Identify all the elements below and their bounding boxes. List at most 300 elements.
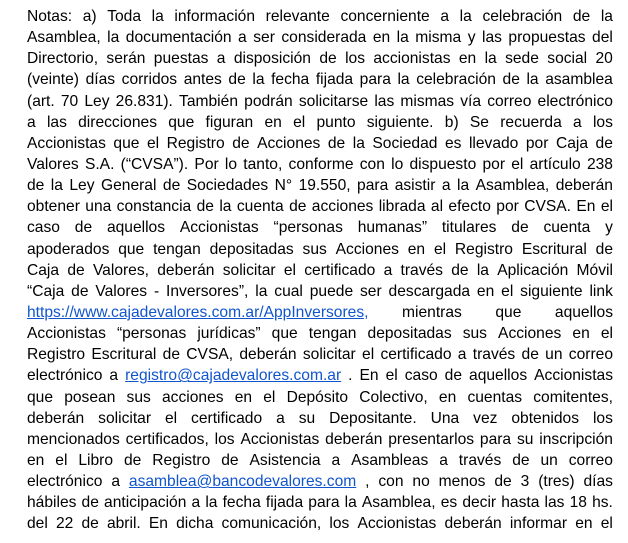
word: sus	[462, 325, 487, 343]
word: de	[521, 346, 539, 364]
word: certificado	[380, 346, 452, 364]
word: En	[148, 515, 168, 533]
word: de	[81, 515, 99, 533]
word: de	[123, 451, 142, 469]
text-line	[27, 91, 613, 112]
word: 70	[60, 92, 79, 110]
word: presentarlos	[388, 430, 475, 448]
word: que	[27, 388, 54, 406]
word: y	[605, 219, 613, 237]
word: los	[592, 409, 613, 427]
word: comitentes,	[533, 388, 613, 406]
word: antes	[183, 71, 222, 89]
word: “personas	[273, 219, 343, 237]
word: de	[71, 282, 89, 300]
word: de	[512, 451, 530, 469]
word: caso	[404, 367, 438, 385]
word: Accionistas	[179, 219, 259, 237]
text-line	[27, 154, 613, 175]
word: electrónico	[27, 367, 103, 385]
word: que	[113, 134, 140, 152]
text-line	[27, 6, 613, 27]
word: la	[600, 8, 613, 25]
word: cuentas	[467, 388, 523, 406]
word: depositadas	[367, 325, 452, 343]
word: inscripción	[539, 430, 613, 448]
word: Accionistas	[27, 325, 106, 343]
word: el	[433, 240, 447, 258]
word: a)	[82, 8, 97, 25]
word: 20	[595, 50, 613, 68]
word: el	[146, 134, 160, 152]
word: solicitar	[222, 261, 276, 279]
word: cual	[274, 282, 303, 300]
text-line	[27, 27, 613, 48]
word: por	[482, 155, 506, 173]
word: su	[298, 409, 316, 427]
word: celebración	[416, 71, 496, 89]
word: concerniente	[340, 8, 430, 25]
word: misma	[415, 29, 462, 47]
word: “Caja	[27, 282, 65, 300]
word: correo	[568, 346, 613, 364]
word: el	[600, 325, 613, 343]
word: 26.831).	[115, 92, 173, 110]
word: ser	[253, 29, 275, 47]
word: la	[484, 50, 497, 68]
word: vía	[460, 92, 482, 110]
word: el	[55, 451, 68, 469]
text-line	[27, 513, 613, 534]
word: Registro	[454, 240, 513, 258]
word: a	[573, 113, 582, 131]
word: sus	[126, 388, 151, 406]
word: Libro	[78, 451, 114, 469]
text-line	[27, 302, 613, 323]
word: la	[396, 29, 409, 47]
word: a	[439, 451, 448, 469]
word: Sociedades	[186, 177, 269, 195]
word: las	[374, 92, 395, 110]
word: la	[344, 494, 357, 512]
word: CVSA,	[186, 346, 234, 364]
word: anticipación	[104, 494, 187, 512]
email-link[interactable]: asamblea@bancodevalores.com	[128, 473, 357, 491]
word: la	[255, 282, 268, 300]
word: asamblea	[545, 71, 613, 89]
word: del	[592, 29, 613, 47]
word: de	[595, 240, 613, 258]
word: (“CVSA”).	[120, 155, 189, 173]
word: a	[440, 8, 450, 25]
word: N°	[274, 177, 293, 195]
word: Asamblea,	[361, 494, 436, 512]
word: en	[27, 451, 45, 469]
word: siguiente.	[366, 113, 434, 131]
word: a	[27, 113, 36, 131]
word: 22	[55, 515, 74, 533]
word: jurídicas”	[197, 325, 261, 343]
word: Acciones	[335, 240, 399, 258]
word: Accionistas	[357, 515, 437, 533]
word: obtener	[27, 198, 80, 216]
word: S.A.	[84, 155, 115, 173]
word: -	[153, 282, 160, 300]
word: de	[289, 198, 307, 216]
url-link[interactable]: https://www.cajadevalores.com.ar/AppInversores,	[27, 303, 369, 321]
word: de	[196, 198, 214, 216]
word: de	[221, 451, 239, 469]
text-line	[27, 323, 613, 344]
word: comunicación,	[221, 515, 322, 533]
word: 238	[586, 155, 613, 173]
word: que	[168, 113, 195, 131]
word: 18	[569, 494, 587, 512]
word: Escritural	[91, 346, 157, 364]
word: los	[329, 515, 350, 533]
word: de	[232, 134, 250, 152]
word: correo	[487, 92, 532, 110]
word: fecha	[222, 494, 261, 512]
word: que	[495, 303, 522, 321]
word: Asamblea,	[475, 177, 550, 195]
word: las	[46, 113, 67, 131]
word: de	[162, 177, 181, 195]
word: tengan	[308, 325, 357, 343]
word: corridos	[121, 71, 178, 89]
text-line	[27, 492, 613, 513]
word: a	[457, 346, 467, 364]
word: descargada	[388, 282, 471, 300]
word: deberán	[27, 409, 85, 427]
word: en	[407, 240, 426, 258]
word: “personas	[116, 325, 187, 343]
word: Registro	[166, 134, 225, 152]
word: el	[600, 198, 613, 216]
word: depositadas	[209, 240, 294, 258]
word: Por	[194, 155, 219, 173]
word: para	[308, 494, 340, 512]
word: Colectivo,	[359, 388, 428, 406]
word: También	[179, 92, 238, 110]
word: y	[467, 29, 476, 47]
word: a	[111, 473, 120, 491]
word: disposición	[233, 50, 311, 68]
word: información	[174, 8, 256, 25]
word: Una	[430, 409, 460, 427]
word: con	[359, 155, 385, 173]
word: dispuesto	[409, 155, 477, 173]
word: sede	[505, 50, 539, 68]
text-line	[27, 48, 613, 69]
word: mismas	[400, 92, 455, 110]
word: librada	[378, 198, 426, 216]
word: hasta	[501, 494, 540, 512]
word: Accionistas	[240, 430, 320, 448]
word: menos	[438, 473, 486, 491]
text-line	[27, 281, 613, 302]
word: propuestas	[508, 29, 586, 47]
word: los	[214, 430, 235, 448]
word: el	[600, 515, 613, 533]
word: no	[412, 473, 430, 491]
word: certificado	[191, 409, 263, 427]
word: que	[271, 325, 298, 343]
word: lo	[391, 155, 404, 173]
word: Depositante.	[329, 409, 417, 427]
word: el	[511, 155, 524, 173]
word: b)	[444, 113, 459, 131]
word: de	[572, 8, 591, 25]
word: Asambleas	[351, 451, 429, 469]
word: Asamblea,	[27, 29, 101, 47]
word: de	[81, 494, 99, 512]
word: certificados,	[125, 430, 209, 448]
word: la	[459, 8, 472, 25]
word: artículo	[529, 155, 581, 173]
word: mientras	[402, 303, 462, 321]
text-line	[27, 69, 613, 90]
word: En	[359, 367, 379, 385]
word: correo	[568, 451, 613, 469]
word: social	[547, 50, 588, 68]
word: el	[164, 409, 178, 427]
word: es	[444, 134, 462, 152]
word: la	[476, 261, 489, 279]
word: Valores,	[92, 261, 149, 279]
word: 3	[520, 473, 530, 491]
word: Escritural	[521, 240, 587, 258]
word: través	[400, 261, 443, 279]
word: .	[348, 367, 353, 385]
word: la	[151, 8, 164, 25]
word: Ley	[84, 92, 110, 110]
word: efecto	[448, 198, 491, 216]
word: accionistas	[373, 50, 451, 68]
word: serán	[106, 50, 146, 68]
word: Registro	[152, 451, 211, 469]
word: Valores	[27, 155, 79, 173]
word: en	[264, 113, 282, 131]
word: dicha	[176, 515, 214, 533]
word: fecha	[271, 71, 310, 89]
word: Se	[469, 113, 489, 131]
text-line	[27, 175, 613, 196]
word: del	[27, 515, 48, 533]
word: En	[576, 198, 596, 216]
word: caso	[27, 219, 60, 237]
word: a	[276, 409, 285, 427]
word: a	[238, 29, 247, 47]
text-line	[27, 260, 613, 281]
word: por	[496, 198, 519, 216]
word: su	[516, 430, 534, 448]
word: humanas”	[357, 219, 428, 237]
word: Depósito	[286, 388, 349, 406]
word: a	[331, 451, 341, 469]
word: CVSA.	[524, 198, 571, 216]
word: Valores	[95, 282, 148, 300]
word: hs.	[592, 494, 613, 512]
word: de	[511, 219, 529, 237]
word: obtenidos	[511, 409, 580, 427]
word: solicitarse	[298, 92, 369, 110]
word: deberán	[239, 346, 297, 364]
word: la	[526, 71, 539, 89]
word: en	[572, 325, 590, 343]
word: figuran	[205, 113, 254, 131]
text-line	[27, 217, 613, 238]
word: el	[293, 113, 306, 131]
word: en	[372, 29, 391, 47]
word: las	[481, 29, 502, 47]
word: podrán	[244, 92, 293, 110]
word: titulares	[441, 219, 497, 237]
word: al	[430, 198, 444, 216]
text-line	[27, 239, 613, 260]
word: de	[27, 177, 45, 195]
word: con	[378, 473, 404, 491]
word: Toda	[107, 8, 142, 25]
word: Ley	[69, 177, 95, 195]
word: Aplicación	[497, 261, 569, 279]
word: recuerda	[500, 113, 562, 131]
word: la	[205, 494, 218, 512]
word: para	[359, 71, 391, 89]
paragraph-notas	[27, 6, 613, 535]
word: aquellos	[554, 303, 613, 321]
word: por	[525, 134, 549, 152]
word: es	[440, 494, 458, 512]
word: Directorio,	[27, 50, 99, 68]
word: de	[74, 219, 93, 237]
word: un	[540, 451, 558, 469]
word: la	[397, 71, 410, 89]
word: link	[589, 282, 613, 300]
word: Notas:	[27, 8, 73, 25]
word: aquellos	[469, 367, 528, 385]
word: la	[219, 198, 232, 216]
word: posean	[64, 388, 116, 406]
email-link[interactable]: registro@cajadevalores.com.ar	[125, 367, 342, 385]
word: de	[502, 71, 520, 89]
word: el	[263, 388, 276, 406]
word: deberán	[555, 177, 613, 195]
word: (veinte)	[27, 71, 79, 89]
word: cuenta	[236, 198, 284, 216]
word: sus	[302, 240, 327, 258]
word: Accionistas	[534, 367, 613, 385]
word: conforme	[288, 155, 354, 173]
text-line	[27, 196, 613, 217]
word: de	[319, 50, 337, 68]
word: de	[327, 134, 346, 152]
word: deberán	[157, 261, 215, 279]
word: una	[85, 198, 112, 216]
word: través	[458, 451, 502, 469]
word: la	[352, 134, 365, 152]
word: a	[216, 50, 226, 68]
word: fijada	[315, 71, 354, 89]
word: Inversores”,	[166, 282, 249, 300]
word: a	[383, 261, 393, 279]
word: asistir	[394, 177, 436, 195]
word: Registro	[27, 346, 86, 364]
word: direcciones	[78, 113, 157, 131]
word: el	[283, 261, 296, 279]
text-line	[27, 450, 613, 471]
word: Caja	[27, 261, 60, 279]
word: en	[438, 388, 457, 406]
word: 19.550,	[298, 177, 351, 195]
word: Asistencia	[249, 451, 321, 469]
word: electrónico	[27, 473, 103, 491]
word: abril.	[106, 515, 141, 533]
word: Accionistas	[27, 134, 106, 152]
word: (art.	[27, 92, 55, 110]
word: a	[191, 494, 201, 512]
word: General	[100, 177, 157, 195]
word: en	[458, 50, 477, 68]
word: el	[362, 346, 375, 364]
document-body	[27, 0, 613, 535]
word: de	[228, 71, 246, 89]
word: a	[441, 177, 451, 195]
word: informar	[509, 515, 568, 533]
word: de	[67, 261, 85, 279]
word: aquellos	[106, 219, 166, 237]
word: documentación	[125, 29, 232, 47]
word: certificado	[304, 261, 376, 279]
word: días	[85, 71, 116, 89]
word: decir	[462, 494, 497, 512]
word: en	[575, 515, 593, 533]
text-line	[27, 429, 613, 450]
word: vez	[473, 409, 498, 427]
word: la	[252, 71, 265, 89]
text-line	[27, 112, 613, 133]
text-line	[27, 365, 613, 386]
word: que	[118, 240, 145, 258]
word: el	[385, 367, 398, 385]
word: (tres)	[538, 473, 575, 491]
word: de	[451, 261, 469, 279]
word: para	[357, 177, 389, 195]
text-line	[27, 387, 613, 408]
word: en	[234, 388, 253, 406]
word: fijada	[265, 494, 304, 512]
word: deberán	[444, 515, 502, 533]
word: llevado	[468, 134, 519, 152]
word: puede	[309, 282, 354, 300]
word: de	[494, 473, 512, 491]
word: el	[501, 282, 514, 300]
word: los	[592, 113, 613, 131]
word: cuenta	[543, 219, 591, 237]
word: ,	[365, 473, 370, 491]
word: deberán	[325, 430, 383, 448]
word: en	[476, 282, 495, 300]
word: Acciones	[498, 325, 562, 343]
word: relevante	[265, 8, 330, 25]
word: siguiente	[520, 282, 583, 300]
word: Caja	[555, 134, 589, 152]
word: de	[444, 367, 463, 385]
text-line	[27, 408, 613, 429]
word: hábiles	[27, 494, 77, 512]
word: punto	[316, 113, 356, 131]
word: puestas	[153, 50, 209, 68]
